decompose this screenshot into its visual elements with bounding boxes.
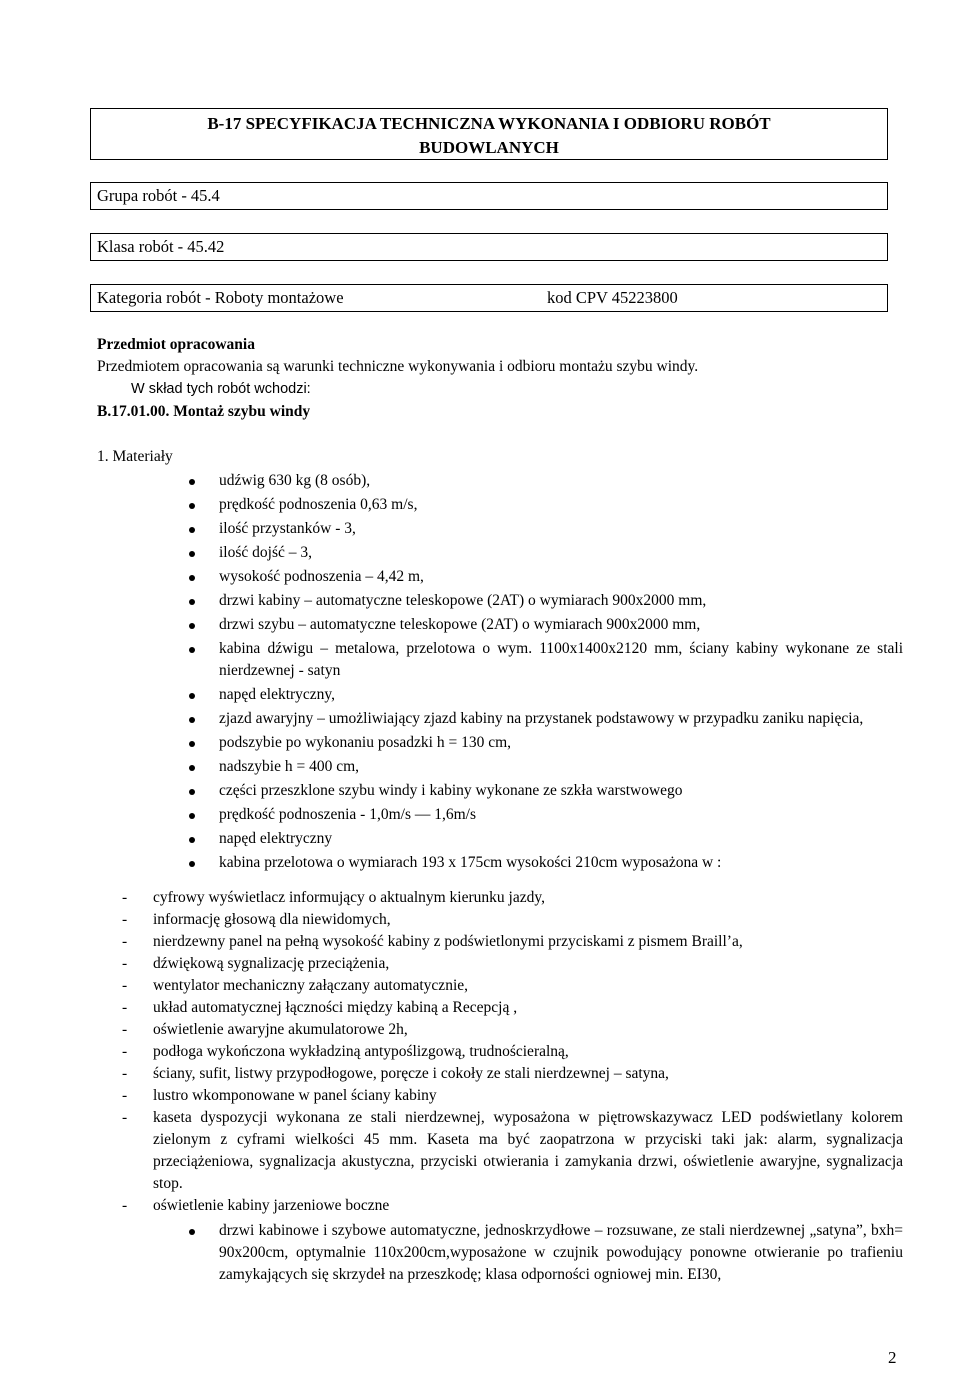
klasa-robot-text: Klasa robót - 45.42 [97, 237, 225, 256]
list-item: wysokość podnoszenia – 4,42 m, [0, 566, 903, 588]
list-item: - nierdzewny panel na pełną wysokość kabiny z podświetlonymi przyciskami z pismem Braill’a, [0, 931, 903, 953]
drzwi-list [0, 1220, 903, 1286]
materialy-list [0, 470, 903, 874]
list-item: - wentylator mechaniczny załączany automatycznie, [0, 975, 903, 997]
list-item: napęd elektryczny [0, 828, 903, 850]
list-item: - oświetlenie awaryjne akumulatorowe 2h, [0, 1019, 903, 1041]
kabina-wyposazenie-list [0, 887, 903, 1217]
montaz-code: B.17.01.00. Montaż szybu windy [97, 403, 311, 420]
list-item: - ściany, sufit, listwy przypodłogowe, poręcze i cokoły ze stali nierdzewnej – satyna, [0, 1063, 903, 1085]
list-item: - informację głosową dla niewidomych, [0, 909, 903, 931]
document-title-line1: B-17 SPECYFIKACJA TECHNICZNA WYKONANIA I ODBIORU ROBÓT [207, 114, 771, 133]
list-item: nadszybie h = 400 cm, [0, 756, 903, 778]
list-item: - dźwiękową sygnalizację przeciążenia, [0, 953, 903, 975]
list-item: części przeszklone szybu windy i kabiny wykonane ze szkła warstwowego [0, 780, 903, 802]
przedmiot-text: Przedmiotem opracowania są warunki techniczne wykonywania i odbioru montażu szybu windy. [97, 358, 699, 375]
list-item: udźwig 630 kg (8 osób), [0, 470, 903, 492]
list-item: - oświetlenie kabiny jarzeniowe boczne [0, 1195, 903, 1217]
list-item: - cyfrowy wyświetlacz informujący o aktualnym kierunku jazdy, [0, 887, 903, 909]
kod-cpv-text: kod CPV 45223800 [547, 288, 678, 307]
list-item: drzwi kabiny – automatyczne teleskopowe (2AT) o wymiarach 900x2000 mm, [0, 590, 903, 612]
page-number: 2 [888, 1348, 897, 1367]
list-item: prędkość podnoszenia - 1,0m/s — 1,6m/s [0, 804, 903, 826]
list-item: drzwi kabinowe i szybowe automatyczne, jednoskrzydłowe – rozsuwane, ze stali nierdzewnej „satyna”, bxh= 90x200cm, optymalnie 110x200cm,wyposażone w czujnik powodujący ponowne otwieranie po trafieniu zamykających się skrzydeł na przeszkodę; klasa odporności ogniowej min. EI30, [0, 1220, 903, 1286]
list-item: - układ automatycznej łączności między kabiną a Recepcją , [0, 997, 903, 1019]
list-item: prędkość podnoszenia 0,63 m/s, [0, 494, 903, 516]
kategoria-robot-box [90, 284, 888, 312]
materialy-heading: 1. Materiały [97, 448, 173, 465]
list-item: - lustro wkomponowane w panel ściany kabiny [0, 1085, 903, 1107]
list-item: - podłoga wykończona wykładziną antypoślizgową, trudnościeralną, [0, 1041, 903, 1063]
list-item: zjazd awaryjny – umożliwiający zjazd kabiny na przystanek podstawowy w przypadku zaniku napięcia, [0, 708, 903, 730]
kategoria-robot-text: Kategoria robót - Roboty montażowe [97, 288, 344, 307]
sklad-text: W skład tych robót wchodzi: [131, 381, 311, 397]
klasa-robot-box [90, 233, 888, 261]
document-title-line2: BUDOWLANYCH [419, 138, 559, 157]
grupa-robot-box [90, 182, 888, 210]
list-item: kabina przelotowa o wymiarach 193 x 175cm wysokości 210cm wyposażona w : [0, 852, 903, 874]
list-item: podszybie po wykonaniu posadzki h = 130 cm, [0, 732, 903, 754]
document-title-box [90, 108, 888, 160]
list-item: kabina dźwigu – metalowa, przelotowa o wym. 1100x1400x2120 mm, ściany kabiny wykonane ze stali nierdzewnej - satyn [0, 638, 903, 682]
list-item: ilość przystanków - 3, [0, 518, 903, 540]
list-item: ilość dojść – 3, [0, 542, 903, 564]
grupa-robot-text: Grupa robót - 45.4 [97, 186, 220, 205]
list-item: drzwi szybu – automatyczne teleskopowe (2AT) o wymiarach 900x2000 mm, [0, 614, 903, 636]
przedmiot-heading: Przedmiot opracowania [97, 336, 255, 353]
list-item: - kaseta dyspozycji wykonana ze stali nierdzewnej, wyposażona w piętrowskazywacz LED podświetlany kolorem zielonym z cyframi wielkości 45 mm. Kaseta ma być zaopatrzona w przyciski taki jak: alarm, sygnalizacja przeciążeniowa, sygnalizacja akustyczna, przyciski otwierania i zamykania drzwi, oświetlenie awaryjne, sygnalizacja stop. [0, 1107, 903, 1195]
list-item: napęd elektryczny, [0, 684, 903, 706]
